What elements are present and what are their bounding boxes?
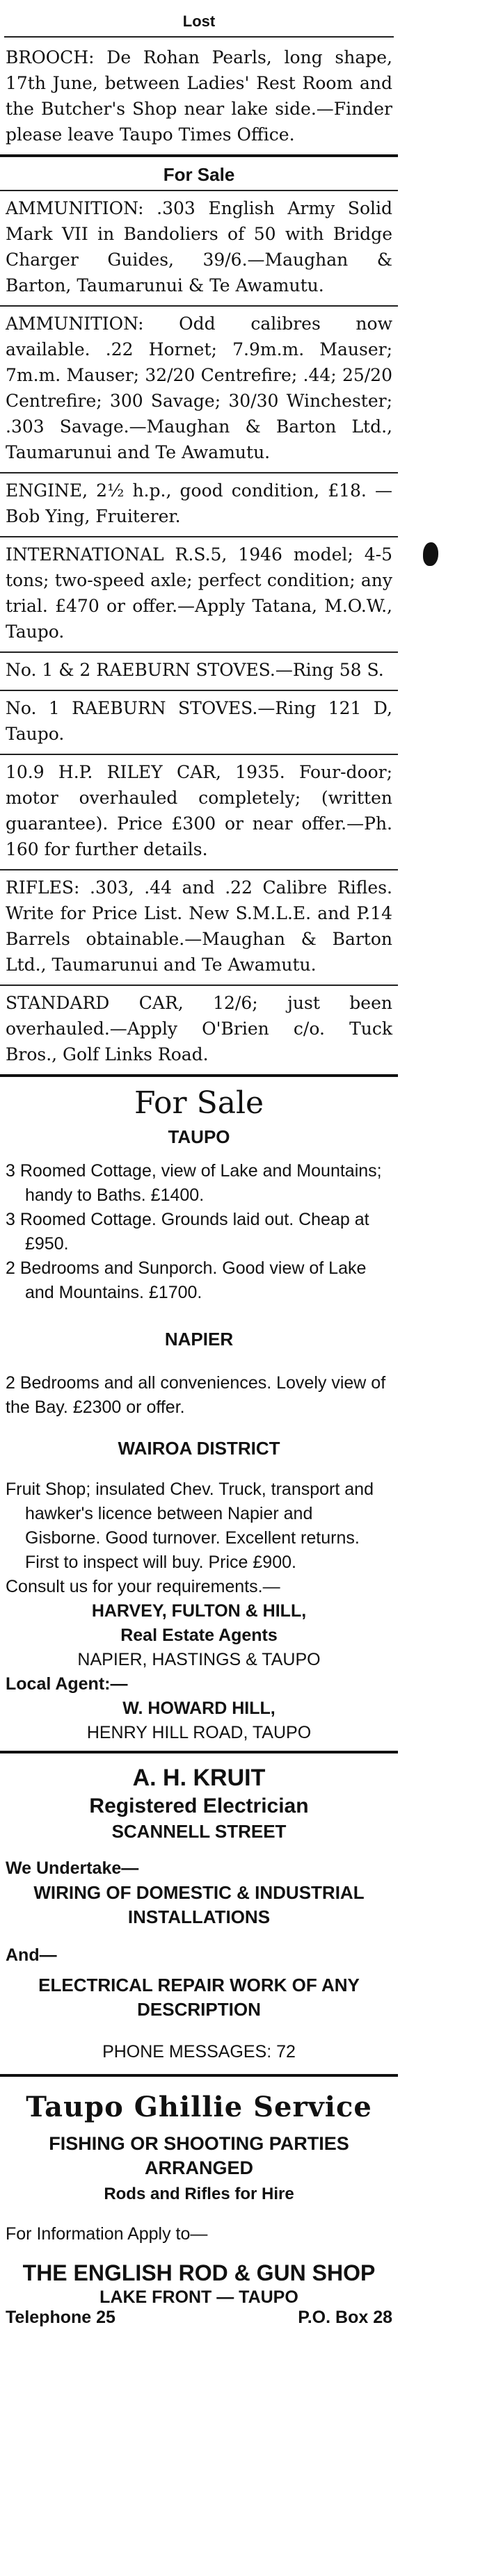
agency-towns: NAPIER, HASTINGS & TAUPO [77,1650,321,1669]
ghillie-title: Taupo Ghillie Service [26,2091,372,2123]
service-wiring: WIRING OF DOMESTIC & INDUSTRIAL INSTALLATIONS [33,1882,365,1927]
local-agent-name: W. HOWARD HILL, [122,1699,276,1718]
agency-name: HARVEY, FULTON & HILL, [91,1601,307,1621]
classified-ad: No. 1 RAEBURN STOVES.—Ring 121 D, Taupo. [6,698,392,744]
classified-ad: STANDARD CAR, 12/6; just been overhauled.—Apply O'Brien c/o. Tuck Bros., Golf Links Road. [6,993,392,1064]
electrician-ad [0,1753,398,2074]
classified-ad: 10.9 H.P. RILEY CAR, 1935. Four-door; motor overhauled completely; (written guarantee). Price £300 or near offer.—Ph. 160 for further details. [6,762,392,859]
classified-ad: No. 1 & 2 RAEBURN STOVES.—Ring 58 S. [6,660,384,680]
classified-ad: INTERNATIONAL R.S.5, 1946 model; 4-5 tons; two-speed axle; perfect condition; any trial. £470 or offer.—Apply Tatana, M.O.W., Taupo. [6,544,392,642]
taupo-heading: TAUPO [168,1126,230,1147]
classified-ad: ENGINE, 2½ h.p., good condition, £18. —Bob Ying, Fruiterer. [6,480,392,526]
agency-subtitle: Real Estate Agents [120,1626,278,1645]
ghillie-ad [0,2077,398,2335]
listing-item: 3 Roomed Cottage, view of Lake and Mountains; handy to Baths. £1400. [6,1161,382,1205]
classified-ad: AMMUNITION: .303 English Army Solid Mark VII in Bandoliers of 50 with Bridge Charger Guides, 39/6.—Maughan & Barton, Taumarunui & Te Awamutu. [6,198,392,295]
and-label: And— [6,1945,57,1965]
napier-heading: NAPIER [164,1329,234,1350]
classified-ad: RIFLES: .303, .44 and .22 Calibre Rifles. Write for Price List. New S.M.L.E. and P.14 Barrels obtainable.—Maughan & Barton Ltd., Taumarunui and Te Awamutu. [6,877,392,975]
forsale-small-section [0,157,398,1077]
electrician-name: A. H. KRUIT [132,1765,266,1791]
ghillie-location: LAKE FRONT — TAUPO [99,2287,298,2307]
ghillie-pobox: P.O. Box 28 [298,2308,392,2327]
classified-ad: AMMUNITION: Odd calibres now available. .22 Hornet; 7.9m.m. Mauser; 7m.m. Mauser; 32/20 Centrefire; .44; 25/20 Centrefire; 300 Savage; 30/30 Winchester; .303 Savage.—Maughan & Barton Ltd., Taumarunui and Te Awamutu. [6,314,392,462]
listing-item: 3 Roomed Cottage. Grounds laid out. Cheap at £950. [6,1210,369,1254]
ghillie-info: For Information Apply to— [6,2224,208,2244]
ghillie-line-2: ARRANGED [144,2157,253,2178]
electrician-title: Registered Electrician [89,1795,309,1817]
realestate-title: For Sale [134,1085,264,1121]
listing-item: 2 Bedrooms and Sunporch. Good view of Lake and Mountains. £1700. [6,1258,367,1302]
listing-item: 2 Bedrooms and all conveniences. Lovely view of the Bay. £2300 or offer. [6,1373,386,1417]
local-agent-label: Local Agent:— [6,1674,128,1694]
ghillie-telephone: Telephone 25 [6,2308,115,2327]
ghillie-line-3: Rods and Rifles for Hire [104,2185,294,2203]
electrician-street: SCANNELL STREET [111,1821,287,1842]
lost-heading: Lost [182,13,216,30]
wairoa-heading: WAIROA DISTRICT [118,1438,280,1459]
phone-messages: PHONE MESSAGES: 72 [102,2042,296,2061]
consult-text: Consult us for your requirements.— [6,1577,280,1596]
ink-blot [423,542,438,566]
ghillie-contact-row [6,2308,392,2328]
ghillie-shop: THE ENGLISH ROD & GUN SHOP [22,2260,376,2285]
undertake-label: We Undertake— [6,1858,139,1878]
realestate-ad [0,1085,398,1745]
ghillie-line-1: FISHING OR SHOOTING PARTIES [49,2133,349,2154]
forsale-heading: For Sale [163,164,235,185]
lost-brooch-ad: BROOCH: De Rohan Pearls, long shape, 17th June, between Ladies' Rest Room and the Butcher's Shop near lake side.—Finder please leave Taupo Times Office. [6,47,392,145]
listing-item: Fruit Shop; insulated Chev. Truck, transport and hawker's licence between Napier and Gisborne. Good turnover. Excellent returns. First to inspect will buy. Price £900. [6,1480,374,1572]
lost-section [0,0,398,157]
service-repair: ELECTRICAL REPAIR WORK OF ANY DESCRIPTION [38,1975,360,2020]
local-agent-address: HENRY HILL ROAD, TAUPO [86,1723,312,1742]
